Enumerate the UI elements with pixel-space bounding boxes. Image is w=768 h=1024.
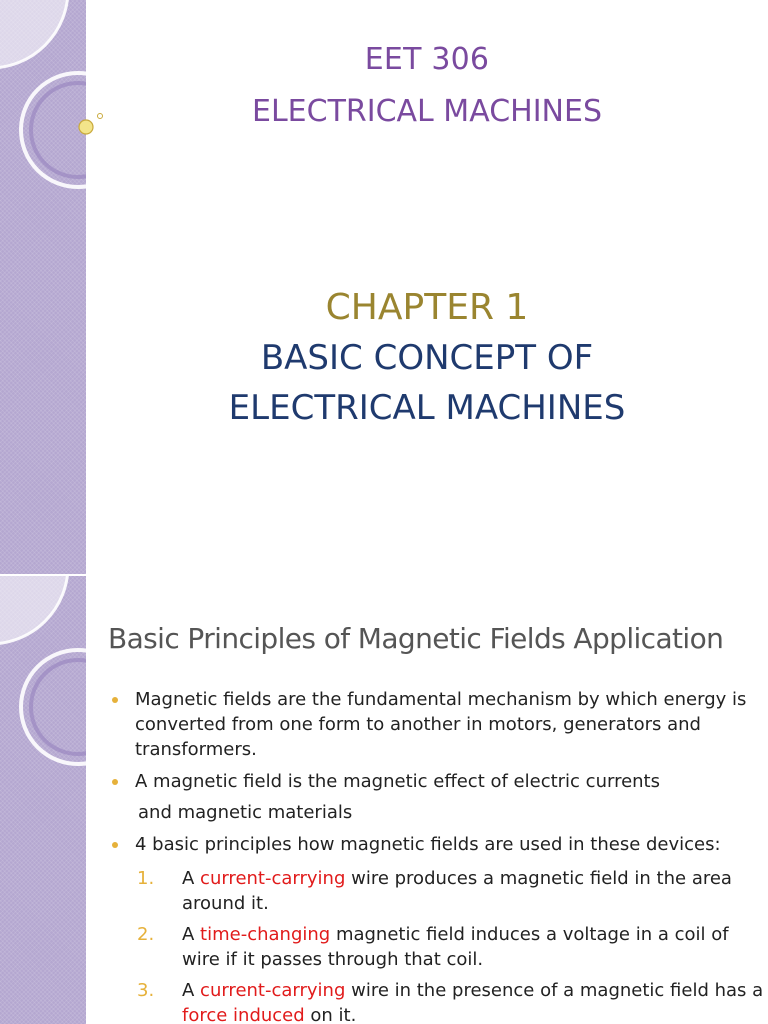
course-code: EET 306 (364, 42, 490, 77)
bullet-text: 4 basic principles how magnetic fields are used in these devices: (135, 834, 721, 855)
principle-highlight-2: force induced (182, 1005, 305, 1024)
decorative-side-band (0, 576, 86, 1024)
bullet-icon (112, 779, 118, 785)
principle-text-post: wire in the presence of a magnetic field has a (345, 980, 764, 1001)
bullet-text: Magnetic fields are the fundamental mechanism by which energy is converted from one form to another in motors, generators and transformers. (135, 689, 747, 760)
bullet-list (110, 687, 765, 864)
principle-highlight: current-carrying (200, 868, 346, 889)
principle-text-pre: A (182, 980, 201, 1001)
list-item (137, 978, 767, 1024)
list-item (110, 769, 765, 825)
principle-text-post: wire produces a magnetic field in the area around it. (182, 868, 732, 914)
principle-highlight: time-changing (200, 924, 331, 945)
list-item (110, 832, 765, 857)
bullet-text: A magnetic field is the magnetic effect of electric currents (135, 771, 660, 792)
chapter-heading: CHAPTER 1 (325, 287, 529, 328)
principle-highlight: current-carrying (200, 980, 346, 1001)
principle-text-post-2: on it. (304, 1005, 357, 1024)
slide-title: Basic Principles of Magnetic Fields Application (108, 622, 724, 655)
decorative-side-band (0, 0, 86, 574)
list-item (137, 922, 767, 972)
principle-text-pre: A (182, 924, 201, 945)
principles-list (137, 866, 767, 1024)
ring-circles-decoration (0, 576, 86, 1024)
course-name: ELECTRICAL MACHINES (252, 94, 602, 129)
chapter-title-line1: BASIC CONCEPT OF (260, 338, 594, 378)
principle-text-pre: A (182, 868, 201, 889)
bullet-icon (112, 842, 118, 848)
bullet-continuation: and magnetic materials (138, 802, 353, 823)
item-number: 3. (137, 980, 155, 1001)
chapter-title-line2: ELECTRICAL MACHINES (228, 388, 626, 428)
principle-text-post: magnetic field induces a voltage in a coil of wire if it passes through that coil. (182, 924, 729, 970)
list-item (110, 687, 765, 762)
item-number: 1. (137, 868, 155, 889)
ring-circles-decoration (0, 0, 86, 574)
bullet-icon (112, 697, 118, 703)
item-number: 2. (137, 924, 155, 945)
list-item (137, 866, 767, 916)
